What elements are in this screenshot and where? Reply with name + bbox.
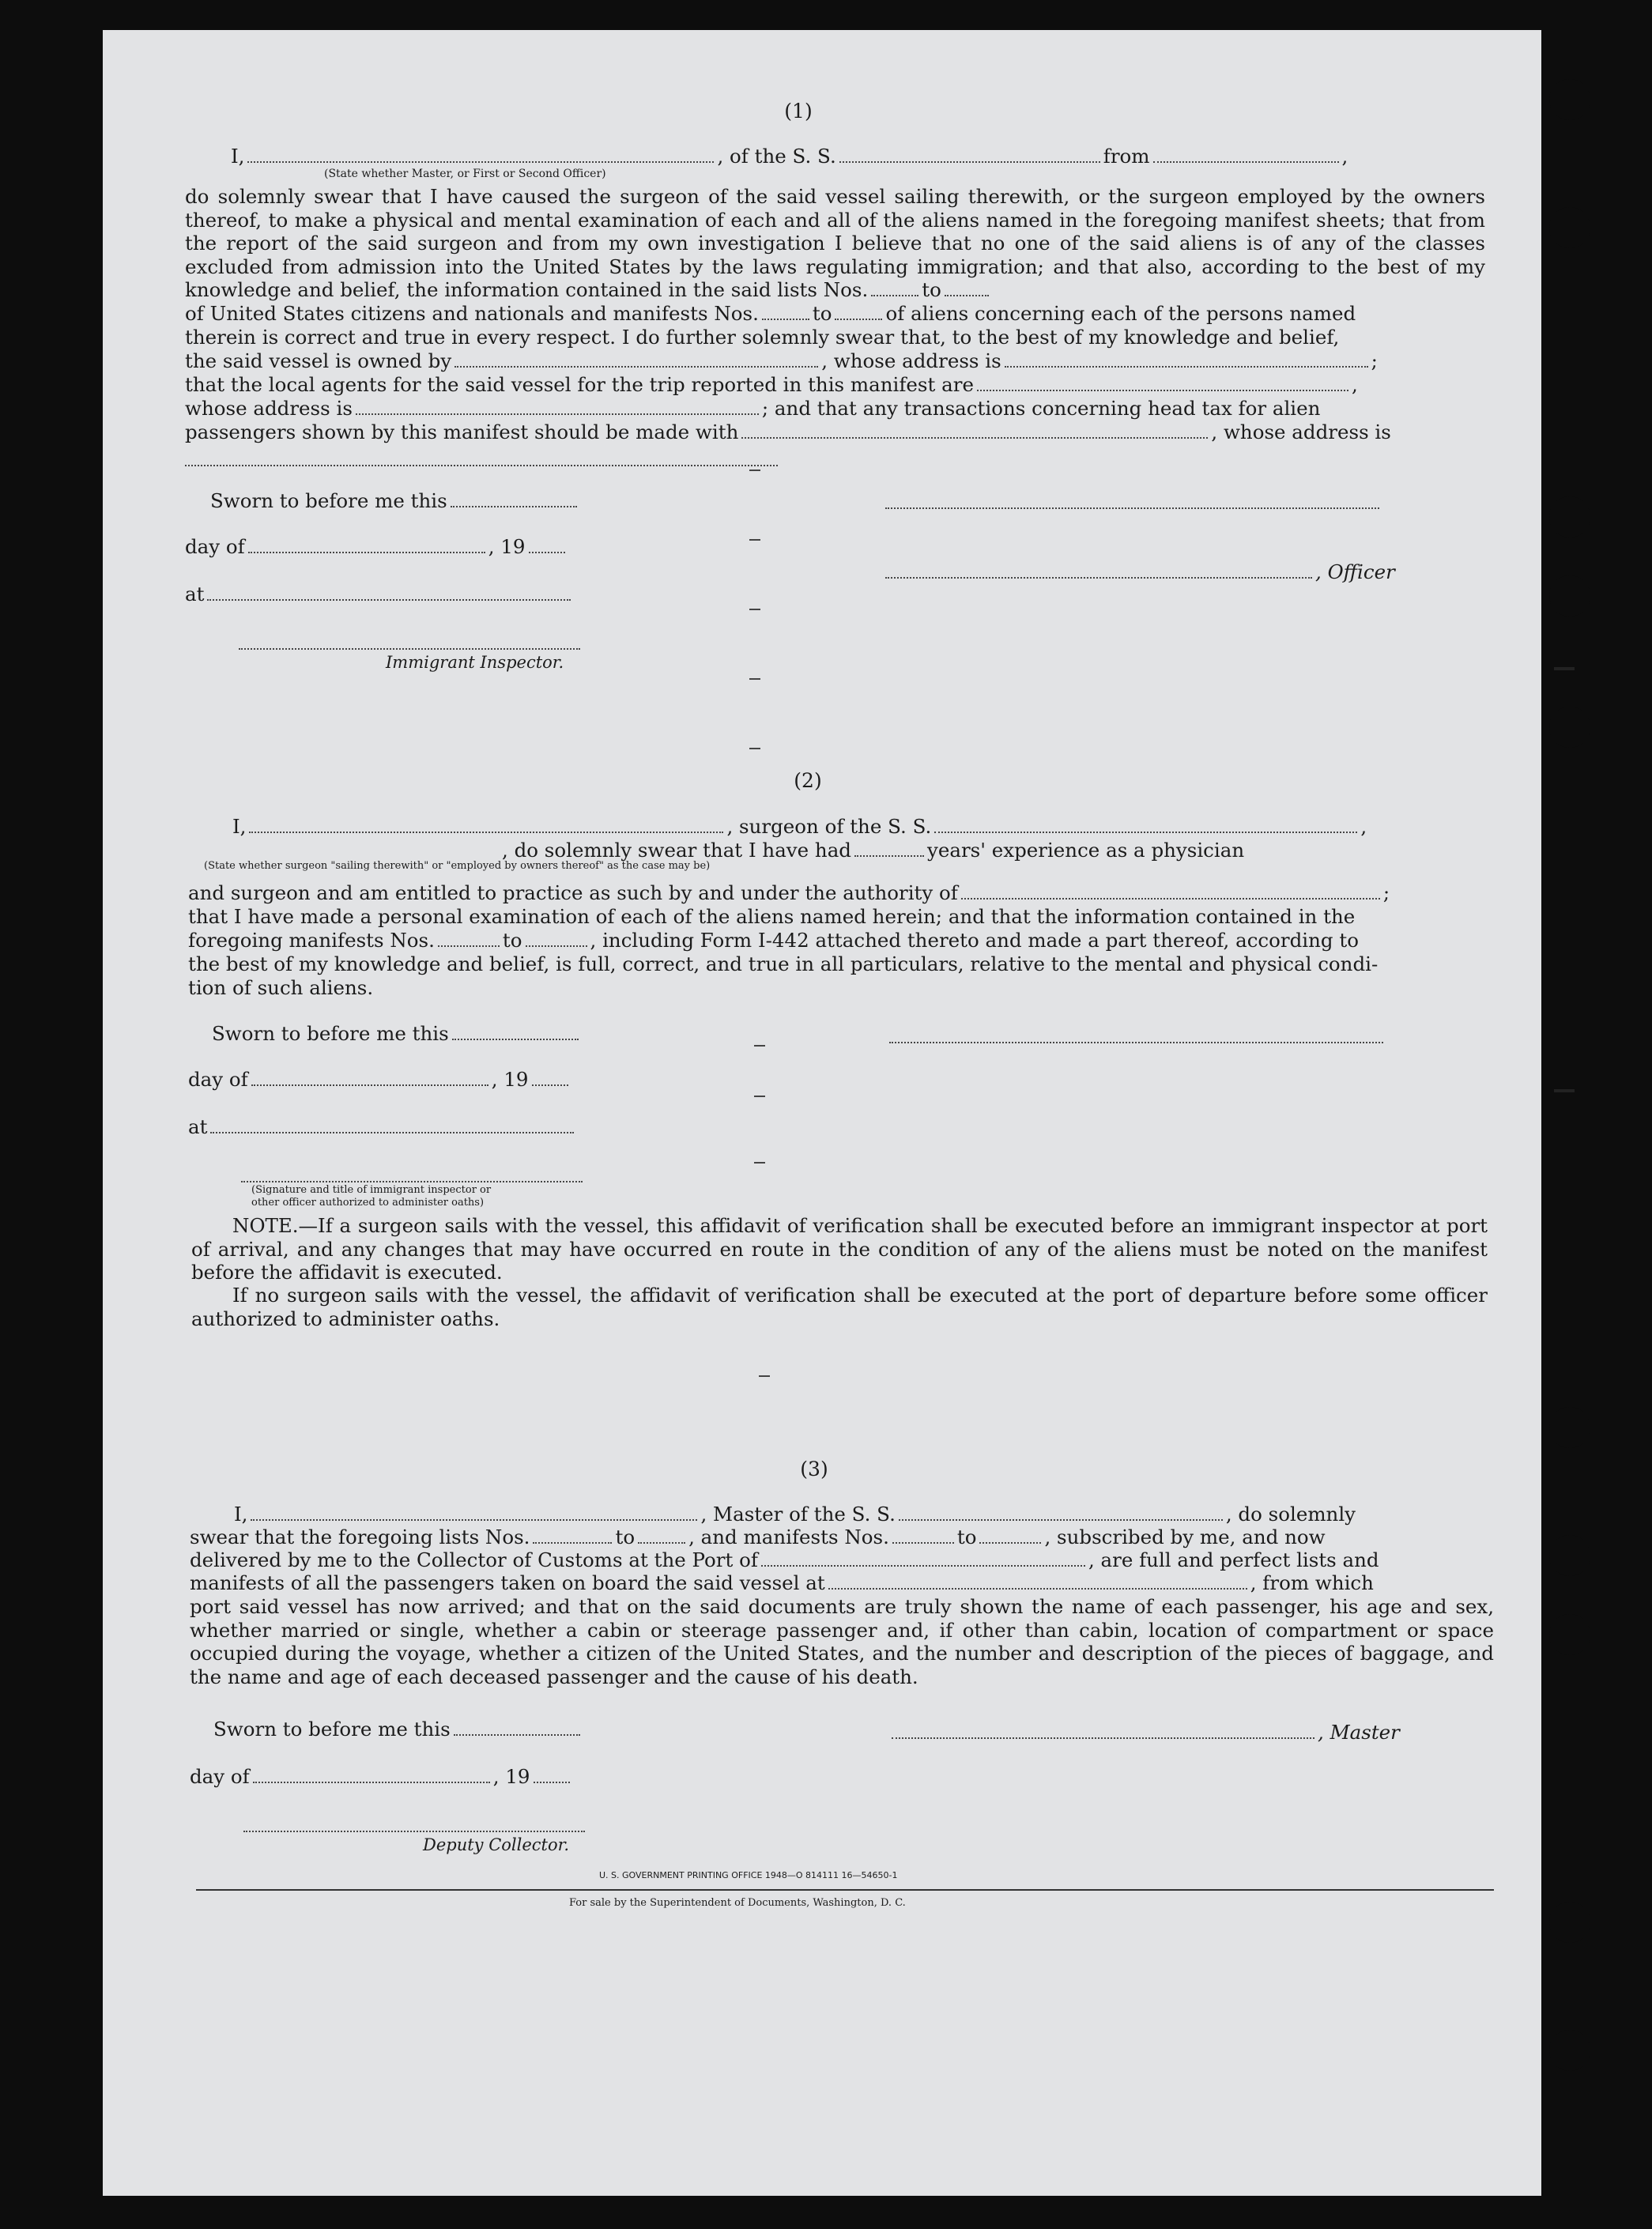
footer-rule [196,1889,1494,1891]
punch-hole [1549,1535,1590,1576]
fold-mark [749,678,760,680]
fold-mark [749,539,760,541]
s2-note-1: NOTE.—If a surgeon sails with the vessel, this affidavit of verification shall be executed before an immigrant inspector at port of arrival, and any changes that may have occurred en route in the condition of any of the aliens must be noted on the manifest before the affidavit is executed. [191,1214,1488,1284]
section-1-number: (1) [784,100,813,123]
s3-line-3: delivered by me to the Collector of Customs at the Port of , are full and perfect lists and [190,1548,1379,1571]
punch-hole [1549,496,1590,537]
s2-sig-caption-1: (Signature and title of immigrant inspector or [251,1184,492,1196]
s2-dayof: day of , 19 [188,1069,571,1091]
s2-official-line [241,1179,583,1182]
s1-inspector-line [239,647,580,650]
s1-line-b6: whose address is ; and that any transactions concerning head tax for alien [185,397,1321,420]
sale-notice: For sale by the Superintendent of Documents, Washington, D. C. [569,1897,906,1909]
s3-collector-line [243,1829,585,1832]
s1-line-b2: of United States citizens and nationals and manifests Nos. to of aliens concerning each of the persons named [185,302,1356,325]
s2-line-b5: tion of such aliens. [188,976,374,999]
s3-body: port said vessel has now arrived; and that on the said documents are truly shown the name of each passenger, his age and sex, whether married or single, whether a cabin or steerage passenger and, if other than cabin, location of compartment or space occupied during the voyage, whether a citizen of the United States, and the number and description of the pieces of baggage, and the name and age of each deceased passenger and the cause of his death. [190,1595,1494,1688]
punch-hole [1549,707,1590,748]
punch-hole [1549,1407,1590,1448]
fold-mark [754,1162,765,1164]
s1-line-1: I, , of the S. S. from , [231,145,1348,168]
s1-at: at [185,583,574,605]
s3-dayof: day of , 19 [190,1766,573,1788]
s3-collector: Deputy Collector. [423,1835,570,1854]
s3-sworn: Sworn to before me this [213,1718,583,1741]
punch-hole [1549,575,1590,617]
section-3-number: (3) [800,1458,828,1480]
s1-address-line [185,463,778,466]
punch-hole [1549,1614,1590,1655]
fold-mark [754,1045,765,1047]
s2-line-b2: that I have made a personal examination of each of the aliens named herein; and that the information contained in the [188,905,1356,928]
s1-body: do solemnly swear that I have caused the surgeon of the said vessel sailing therewith, or the surgeon employed by the owners thereof, to make a physical and mental examination of each and all of the aliens named in the foregoing manifest sheets; that from the report of the said surgeon and from my own investigation I believe that no one of the said aliens is of any of the classes excluded from admission into the United States by the laws regulating immigration; and that also, according to the best of my knowledge and belief, the information contained in the said lists Nos. to [185,185,1485,301]
punch-hole [1549,207,1590,248]
s3-master: , Master [892,1722,1400,1744]
fold-mark [749,748,760,749]
s1-officer: , Officer [885,561,1395,583]
s2-sworn: Sworn to before me this [212,1023,582,1045]
s3-line-1: I, , Master of the S. S. , do solemnly [234,1503,1356,1526]
s2-surgeon-signature-line [889,1040,1383,1043]
s1-line-b7: passengers shown by this manifest should be made with , whose address is [185,421,1391,443]
fold-mark [754,1096,765,1097]
mark [1554,667,1575,670]
s2-sig-caption-2: other officer authorized to administer oaths) [251,1197,485,1209]
s2-note-2: If no surgeon sails with the vessel, the affidavit of verification shall be executed at the port of departure before some officer authorized to administer oaths. [191,1284,1488,1330]
punch-hole [1549,79,1590,120]
gpo-imprint: U. S. GOVERNMENT PRINTING OFFICE 1948—O 814111 16—54650-1 [599,1870,898,1880]
fold-mark [759,1375,770,1377]
s1-line-b3: therein is correct and true in every respect. I do further solemnly swear that, to the best of my knowledge and belief, [185,326,1340,349]
s1-sworn: Sworn to before me this [210,490,580,512]
s2-line-b1: and surgeon and am entitled to practice as such by and under the authority of ; [188,881,1390,904]
s1-line-b4: the said vessel is owned by , whose address is ; [185,349,1378,372]
s2-line-2: , do solemnly swear that I have had years' experience as a physician [502,839,1245,862]
s2-surgeon-note: (State whether surgeon "sailing therewith" or "employed by owners thereof" as the case may be) [204,860,711,872]
fold-mark [749,470,760,471]
s1-officer-signature-line [885,506,1379,509]
s1-officer-note: (State whether Master, or First or Second Officer) [324,168,606,180]
s2-line-b4: the best of my knowledge and belief, is full, correct, and true in all particulars, relative to the mental and physical condi- [188,952,1379,975]
punch-hole [1549,2030,1590,2071]
s2-at: at [188,1116,577,1138]
s2-line-1: I, , surgeon of the S. S. , [232,815,1367,838]
s1-line-b5: that the local agents for the said vessel for the trip reported in this manifest are , [185,373,1358,396]
s1-dayof: day of , 19 [185,536,568,558]
s2-line-b3: foregoing manifests Nos. to , including Form I-442 attached thereto and made a part thereof, according to [188,929,1359,952]
binder-holes [1549,30,1612,2196]
fold-mark [749,609,760,610]
s1-inspector: Immigrant Inspector. [386,653,564,672]
section-2-number: (2) [794,769,822,792]
s3-line-2: swear that the foregoing lists Nos. to , and manifests Nos. to , subscribed by me, and now [190,1526,1326,1548]
mark [1554,1089,1575,1092]
document-page [103,30,1541,2196]
punch-hole [1549,1902,1590,1943]
s3-line-4: manifests of all the passengers taken on board the said vessel at , from which [190,1571,1374,1594]
